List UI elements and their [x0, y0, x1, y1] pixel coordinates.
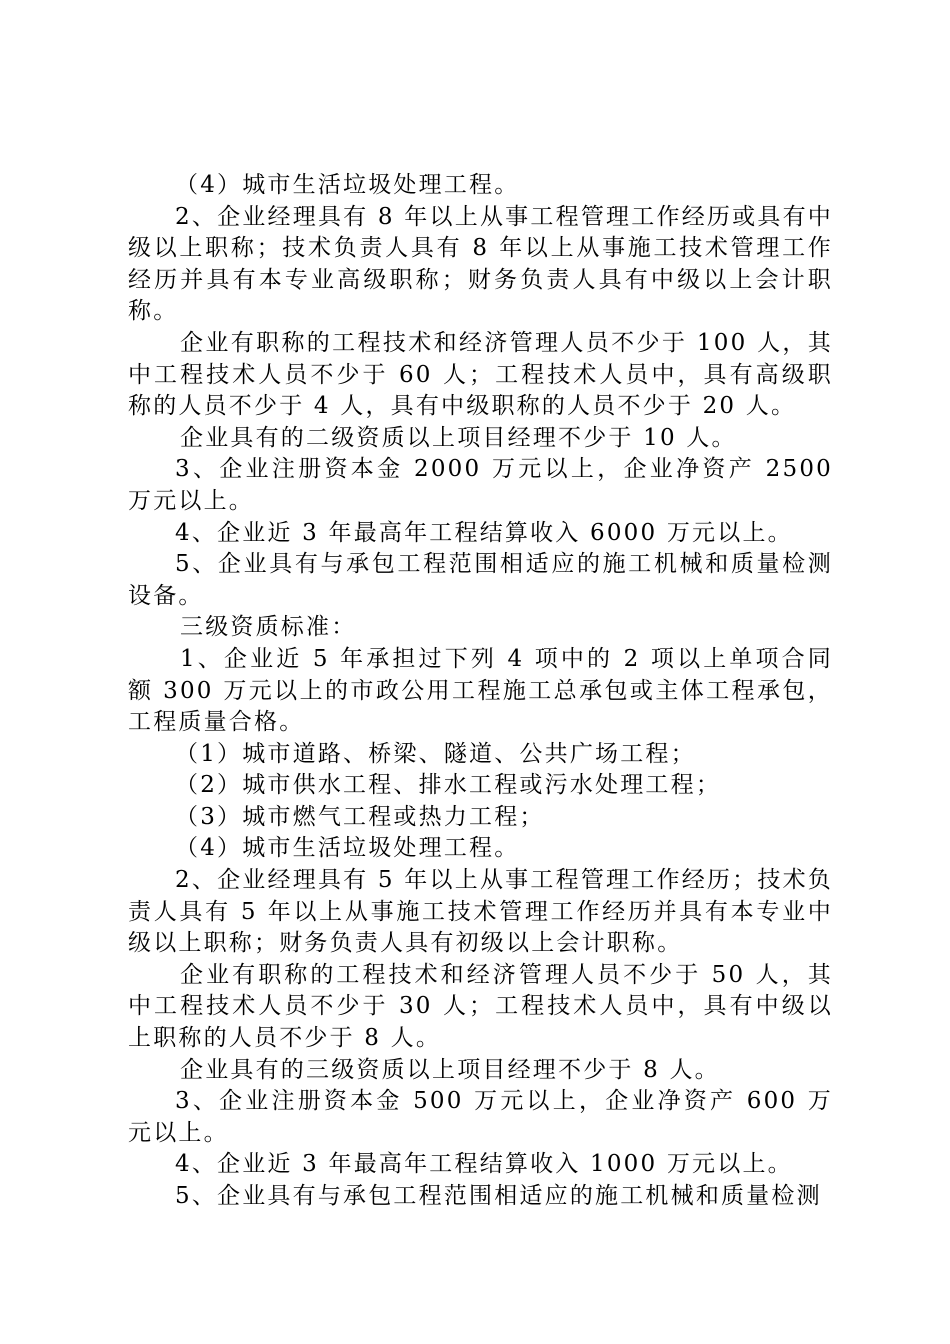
- paragraph: 企业有职称的工程技术和经济管理人员不少于 100 人，其中工程技术人员不少于 60 人；工程技术人员中，具有高级职称的人员不少于 4 人，具有中级职称的人员不少于 20 人。: [128, 329, 833, 420]
- list-item: （3）城市燃气工程或热力工程；: [175, 803, 545, 830]
- section-heading: 三级资质标准：: [180, 614, 357, 641]
- list-item: （1）城市道路、桥梁、隧道、公共广场工程；: [175, 740, 696, 767]
- paragraph: 企业具有的三级资质以上项目经理不少于 8 人。: [180, 1056, 720, 1083]
- paragraph: 5、企业具有与承包工程范围相适应的施工机械和质量检测设备。: [128, 551, 833, 609]
- paragraph: 3、企业注册资本金 500 万元以上，企业净资产 600 万元以上。: [128, 1088, 833, 1146]
- paragraph: 5、企业具有与承包工程范围相适应的施工机械和质量检测: [175, 1183, 822, 1209]
- paragraph: 1、企业近 5 年承担过下列 4 项中的 2 项以上单项合同额 300 万元以上的市政公用工程施工总承包或主体工程承包，工程质量合格。: [128, 645, 833, 736]
- paragraph: 2、企业经理具有 5 年以上从事工程管理工作经历；技术负责人具有 5 年以上从事施工技术管理工作经历并具有本专业中级以上职称；财务负责人具有初级以上会计职称。: [128, 867, 833, 957]
- paragraph: 企业具有的二级资质以上项目经理不少于 10 人。: [180, 424, 737, 451]
- list-item: （2）城市供水工程、排水工程或污水处理工程；: [175, 772, 722, 799]
- paragraph: （4）城市生活垃圾处理工程。: [175, 172, 520, 198]
- paragraph: 4、企业近 3 年最高年工程结算收入 1000 万元以上。: [175, 1151, 793, 1178]
- list-item: （4）城市生活垃圾处理工程。: [175, 835, 520, 862]
- paragraph: 企业有职称的工程技术和经济管理人员不少于 50 人，其中工程技术人员不少于 30 人；工程技术人员中，具有中级以上职称的人员不少于 8 人。: [128, 961, 833, 1052]
- paragraph: 4、企业近 3 年最高年工程结算收入 6000 万元以上。: [175, 519, 793, 546]
- document-body: [128, 170, 833, 1213]
- paragraph: 2、企业经理具有 8 年以上从事工程管理工作经历或具有中级以上职称；技术负责人具有 8 年以上从事施工技术管理工作经历并具有本专业高级职称；财务负责人具有中级以上会计职称。: [128, 203, 833, 325]
- paragraph: 3、企业注册资本金 2000 万元以上，企业净资产 2500 万元以上。: [128, 456, 833, 514]
